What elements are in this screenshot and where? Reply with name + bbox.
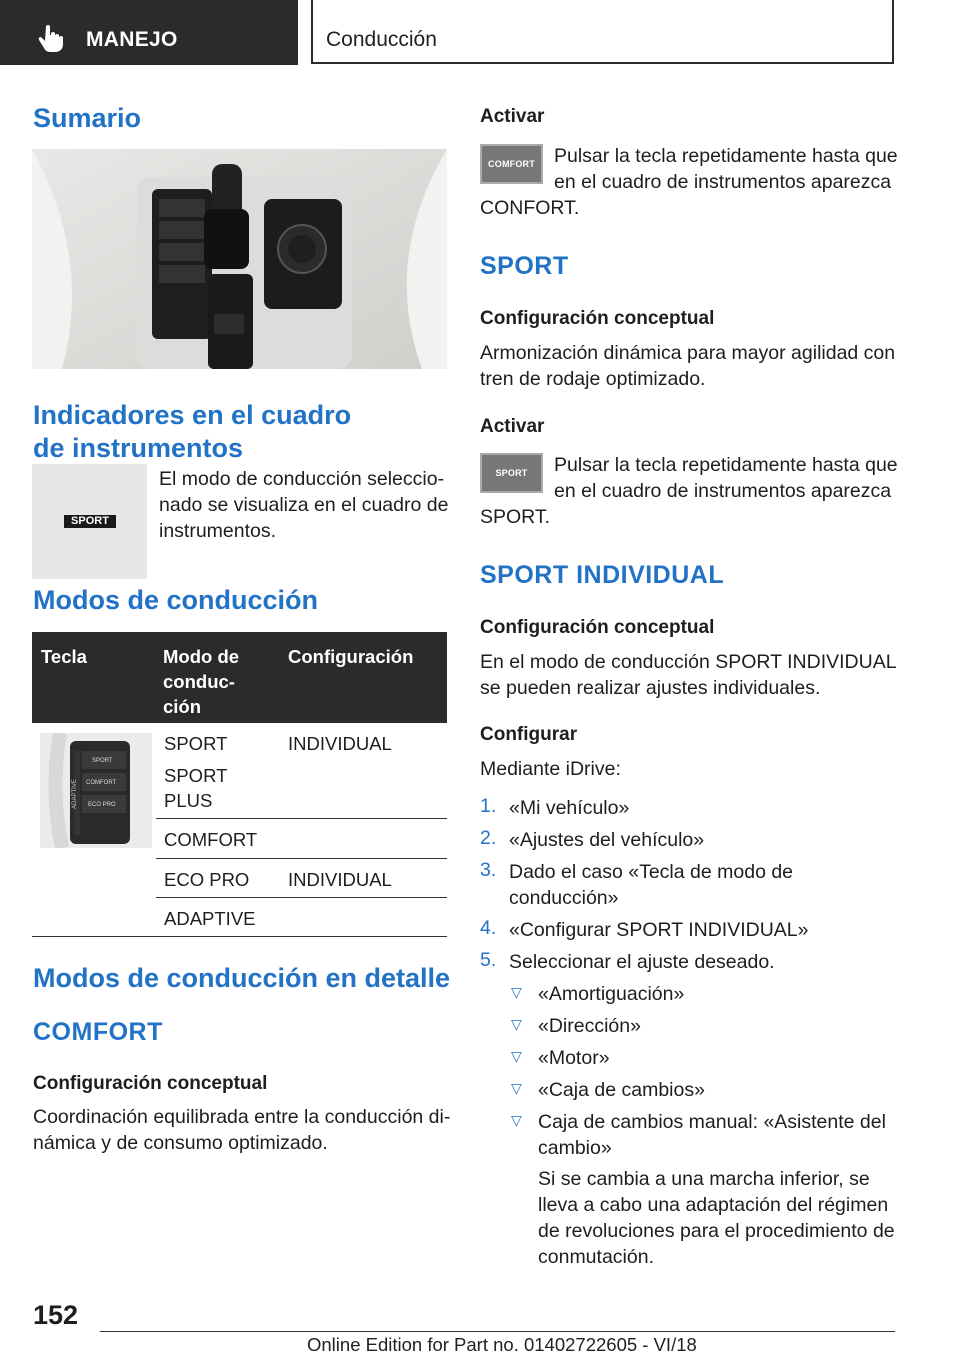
- activar-2-text-2: en el cuadro de instrumentos aparezca: [554, 480, 892, 502]
- sub-item: «Caja de cambios»: [538, 1079, 705, 1101]
- activar-1-text-1: Pulsar la tecla repetidamente hasta que: [554, 145, 898, 167]
- btn-label-comfort: COMFORT: [86, 780, 117, 786]
- heading-indicadores-line2: de instrumentos: [33, 433, 244, 463]
- triangle-bullet-icon: ▽: [511, 984, 522, 1000]
- sport-individual-text-1: En el modo de conducción SPORT INDIVIDUAL: [480, 651, 897, 673]
- triangle-bullet-icon: ▽: [511, 1016, 522, 1032]
- sport-text-1: Armonización dinámica para mayor agilidad con: [480, 342, 896, 364]
- btn-label-adaptive: ADAPTIVE: [71, 779, 78, 809]
- heading-sport: SPORT: [480, 252, 569, 280]
- step-item: «Configurar SPORT INDIVIDUAL»: [509, 919, 809, 941]
- section-tab: [0, 0, 298, 65]
- triangle-bullet-icon: ▽: [511, 1112, 522, 1128]
- heading-indicadores-line1: Indicadores en el cuadro: [33, 400, 352, 430]
- sub-item: «Motor»: [538, 1047, 610, 1069]
- btn-label-ecopro: ECO PRO: [88, 802, 116, 808]
- sport-individual-text-2: se pueden realizar ajustes individuales.: [480, 677, 821, 699]
- chapter-tab: [311, 0, 894, 64]
- triangle-bullet-icon: ▽: [511, 1048, 522, 1064]
- cell-mode-sport: SPORT: [164, 733, 228, 754]
- comfort-text-2: námica y de consumo optimizado.: [33, 1132, 328, 1154]
- step-number: 1.: [480, 795, 497, 817]
- heading-sport-individual: SPORT INDIVIDUAL: [480, 561, 725, 589]
- comfort-subheading: Configuración conceptual: [33, 1073, 268, 1094]
- cell-mode-adaptive: ADAPTIVE: [164, 908, 256, 929]
- activar-heading-1: Activar: [480, 106, 545, 127]
- heading-detalle: Modos de conducción en detalle: [33, 963, 451, 993]
- cell-mode-ecopro: ECO PRO: [164, 869, 250, 890]
- step-item-cont: conducción»: [509, 887, 619, 909]
- cell-mode-sport-plus: SPORT PLUS: [164, 765, 228, 811]
- configurar-heading: Configurar: [480, 724, 578, 745]
- sport-badge: SPORT: [64, 515, 116, 528]
- sport-key-image: [480, 453, 543, 493]
- table-header: [32, 632, 447, 723]
- step-item: «Mi vehículo»: [509, 797, 630, 819]
- indicador-text-3: instrumentos.: [159, 520, 277, 542]
- indicador-text-2: nado se visualiza en el cuadro de: [159, 494, 449, 516]
- note-line: Si se cambia a una marcha inferior, se: [538, 1168, 870, 1190]
- th-config: Configuración: [288, 646, 414, 667]
- step-number: 3.: [480, 859, 497, 881]
- table-row-divider: [156, 897, 447, 898]
- section-label: MANEJO: [86, 28, 178, 51]
- idrive-text: Mediante iDrive:: [480, 758, 621, 780]
- chapter-label: Conducción: [326, 28, 437, 51]
- heading-sumario: Sumario: [33, 103, 142, 133]
- btn-label-sport: SPORT: [92, 758, 113, 764]
- note-line: conmutación.: [538, 1246, 654, 1268]
- step-item: Dado el caso «Tecla de modo de: [509, 861, 794, 883]
- step-number: 2.: [480, 827, 497, 849]
- comfort-text-1: Coordinación equilibrada entre la conducción di‐: [33, 1106, 451, 1128]
- footer-edition: Online Edition for Part no. 01402722605 - VI/18: [307, 1334, 697, 1355]
- step-item: Seleccionar el ajuste deseado.: [509, 951, 775, 973]
- activar-2-text-3: SPORT.: [480, 506, 551, 528]
- cell-config-sport: INDIVIDUAL: [288, 733, 392, 754]
- note-line: lleva a cabo una adaptación del régimen: [538, 1194, 889, 1216]
- comfort-key-image: [480, 144, 543, 184]
- table-row-divider: [156, 818, 447, 819]
- comfort-key-label: COMFORT: [488, 159, 535, 169]
- step-number: 4.: [480, 917, 497, 939]
- sub-item: Caja de cambios manual: «Asistente del: [538, 1111, 886, 1133]
- drive-mode-buttons-photo: [40, 733, 152, 848]
- triangle-bullet-icon: ▽: [511, 1080, 522, 1096]
- hand-pointer-icon: [38, 24, 64, 52]
- sport-individual-subheading: Configuración conceptual: [480, 617, 715, 638]
- instrument-cluster-sport-image: [32, 464, 147, 579]
- activar-1-text-3: CONFORT.: [480, 197, 580, 219]
- th-modo: Modo de conduc‐ ción: [163, 646, 240, 717]
- activar-heading-2: Activar: [480, 416, 545, 437]
- footer-rule: [100, 1331, 895, 1332]
- center-console-photo: [32, 149, 447, 369]
- sub-item-cont: cambio»: [538, 1137, 612, 1159]
- indicador-text-1: El modo de conducción seleccio‐: [159, 468, 445, 490]
- th-tecla: Tecla: [41, 646, 87, 667]
- sub-item: «Dirección»: [538, 1015, 641, 1037]
- table-bottom-rule: [32, 936, 447, 937]
- sub-item: «Amortiguación»: [538, 983, 685, 1005]
- step-number: 5.: [480, 949, 497, 971]
- sport-subheading: Configuración conceptual: [480, 308, 715, 329]
- heading-modos: Modos de conducción: [33, 585, 319, 615]
- cell-mode-comfort: COMFORT: [164, 829, 258, 850]
- sport-key-label: SPORT: [495, 468, 528, 478]
- heading-indicadores: [33, 399, 351, 465]
- table-row-divider: [156, 858, 447, 859]
- page-number: 152: [33, 1300, 79, 1330]
- sport-text-2: tren de rodaje optimizado.: [480, 368, 706, 390]
- activar-2-text-1: Pulsar la tecla repetidamente hasta que: [554, 454, 898, 476]
- activar-1-text-2: en el cuadro de instrumentos aparezca: [554, 171, 892, 193]
- note-line: de revoluciones para el procedimiento de: [538, 1220, 895, 1242]
- heading-comfort: COMFORT: [33, 1018, 163, 1046]
- cell-config-ecopro: INDIVIDUAL: [288, 869, 392, 890]
- step-item: «Ajustes del vehículo»: [509, 829, 705, 851]
